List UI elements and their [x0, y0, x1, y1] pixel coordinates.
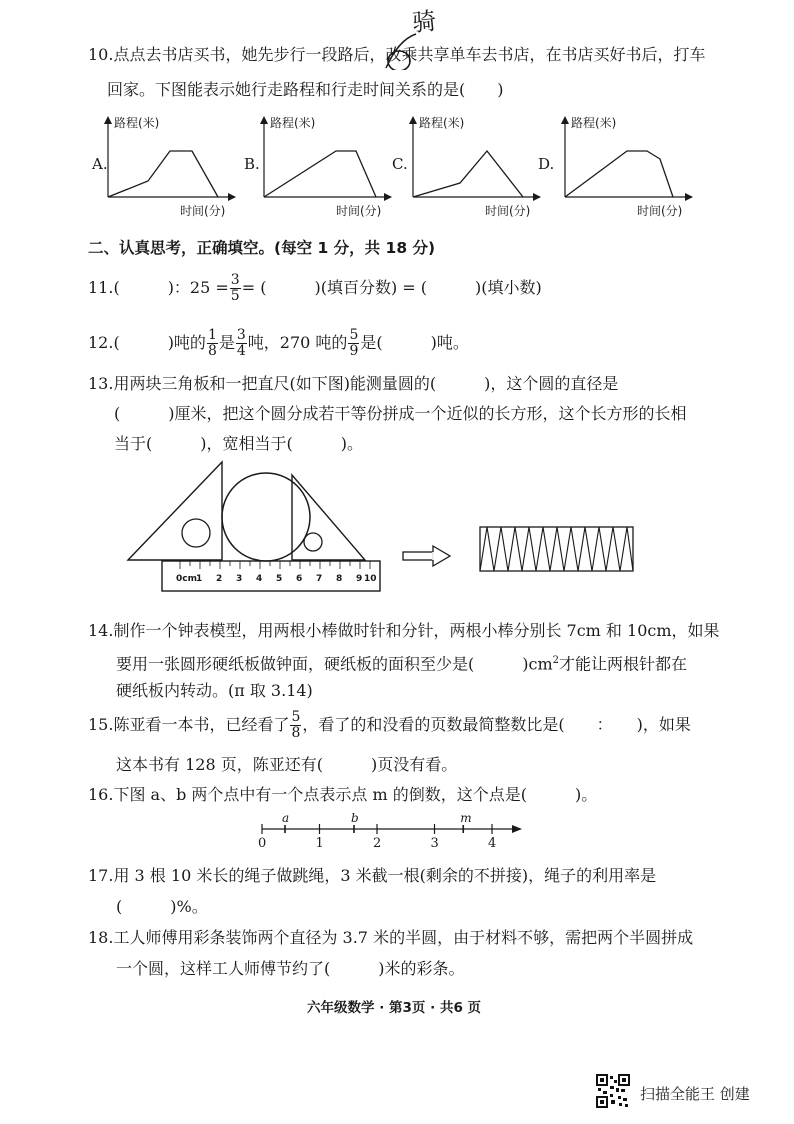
graph-c-label: C.	[392, 155, 408, 173]
q18-line2: 一个圆，这样工人师傅节约了( )米的彩条。	[116, 959, 465, 978]
graph-a-xlabel: 时间(分)	[180, 204, 226, 218]
graph-d	[557, 113, 707, 221]
handwritten-annotation: 骑	[410, 6, 438, 38]
q12-part1: 12.( )吨的	[88, 333, 206, 352]
number-line-point-label-m: m	[460, 812, 472, 825]
section2-title: 二、认真思考，正确填空。(每空 1 分，共 18 分)	[88, 239, 436, 257]
q17-line2: ( )%。	[116, 897, 208, 916]
graph-b	[256, 113, 406, 221]
q15-fraction: $\frac{5}{8}$	[291, 708, 301, 741]
ruler-num-10: 10	[364, 574, 377, 584]
q12-part2: 是	[218, 333, 235, 352]
graph-c-xlabel: 时间(分)	[485, 204, 531, 218]
q12-fraction-2: $\frac{3}{4}$	[236, 326, 246, 359]
graph-d-ylabel: 路程(米)	[571, 116, 617, 130]
q11-fraction: $\frac{3}{5}$	[230, 271, 240, 304]
q15-part2: ，看了的和没看的页数最简整数比是( ： )，如果	[302, 715, 691, 734]
graph-a-ylabel: 路程(米)	[114, 116, 160, 130]
q14-line1: 14.制作一个钟表模型，用两根小棒做时针和分针，两根小棒分别长 7cm 和 10cm，如果	[88, 621, 720, 640]
q11-part1: 11.( )：25 =	[88, 278, 229, 297]
ruler-num-8: 8	[336, 574, 343, 584]
q18-line1: 18.工人师傅用彩条装饰两个直径为 3.7 米的半圆，由于材料不够，需把两个半圆拼成	[88, 928, 694, 947]
q12-part3: 吨，270 吨的	[247, 333, 348, 352]
q11	[88, 268, 542, 308]
ruler-num-4: 4	[256, 574, 263, 584]
ruler-num-1: 1	[196, 574, 203, 584]
ruler-num-5: 5	[276, 574, 283, 584]
q11-part2: = ( )(填百分数) = ( )(填小数)	[241, 278, 542, 297]
q15-part1: 15.陈亚看一本书，已经看了	[88, 715, 290, 734]
q14-sup: 2	[552, 655, 559, 666]
number-line-point-label-a: a	[282, 812, 290, 825]
graph-d-label: D.	[538, 155, 555, 173]
qr-code-icon	[596, 1074, 630, 1108]
q13-measurement-figure	[120, 455, 650, 595]
number-line-point-label-b: b	[351, 812, 359, 825]
q17-line1: 17.用 3 根 10 米长的绳子做跳绳，3 米截一根(剩余的不拼接)，绳子的利用率是	[88, 866, 657, 885]
q13-line2: ( )厘米，把这个圆分成若干等份拼成一个近似的长方形，这个长方形的长相	[114, 404, 687, 423]
ruler-num-6: 6	[296, 574, 303, 584]
q12	[88, 323, 469, 363]
number-line-label-0: 0	[258, 836, 267, 851]
graph-b-ylabel: 路程(米)	[270, 116, 316, 130]
arrow-right-icon	[403, 546, 450, 566]
ruler-unit: 0cm	[176, 574, 197, 584]
q14-line2	[116, 651, 687, 674]
number-line-label-4: 4	[488, 836, 497, 851]
q12-fraction-1: $\frac{1}{8}$	[207, 326, 217, 359]
q10-line2: 回家。下图能表示她行走路程和行走时间关系的是( )	[107, 80, 504, 99]
q10-line1: 10.点点去书店买书，她先步行一段路后，改乘共享单车去书店，在书店买好书后，打车	[88, 45, 706, 64]
graph-d-xlabel: 时间(分)	[637, 204, 683, 218]
graph-b-label: B.	[244, 155, 260, 173]
q14-line3: 硬纸板内转动。(π 取 3.14)	[116, 681, 313, 700]
ruler-num-9: 9	[356, 574, 363, 584]
graph-b-xlabel: 时间(分)	[336, 204, 382, 218]
q14-line2b: 才能让两根针都在	[559, 654, 688, 674]
ruler-num-7: 7	[316, 574, 323, 584]
graph-a	[100, 113, 250, 221]
page-footer: 六年级数学 · 第3页 · 共6 页	[307, 1000, 482, 1016]
q13-line3: 当于( )，宽相当于( )。	[114, 434, 363, 453]
ruler-num-3: 3	[236, 574, 243, 584]
q15-line1	[88, 705, 691, 745]
graph-c-ylabel: 路程(米)	[419, 116, 465, 130]
scanner-watermark: 扫描全能王 创建	[640, 1085, 750, 1103]
q15-line2: 这本书有 128 页，陈亚还有( )页没有看。	[116, 755, 458, 774]
q16-text: 16.下图 a、b 两个点中有一个点表示点 m 的倒数，这个点是( )。	[88, 785, 598, 804]
graph-c	[405, 113, 555, 221]
q13-line1: 13.用两块三角板和一把直尺(如下图)能测量圆的( )，这个圆的直径是	[88, 374, 619, 393]
number-line-label-2: 2	[373, 836, 382, 851]
q12-part4: 是( )吨。	[360, 333, 469, 352]
graph-a-label: A.	[92, 155, 108, 173]
number-line-label-3: 3	[430, 836, 439, 851]
q12-fraction-3: $\frac{5}{9}$	[349, 326, 359, 359]
q14-line2a: 要用一张圆形硬纸板做钟面，硬纸板的面积至少是( )cm	[116, 654, 553, 674]
ruler-num-2: 2	[216, 574, 223, 584]
number-line-label-1: 1	[315, 836, 324, 851]
q16-number-line	[250, 812, 530, 852]
